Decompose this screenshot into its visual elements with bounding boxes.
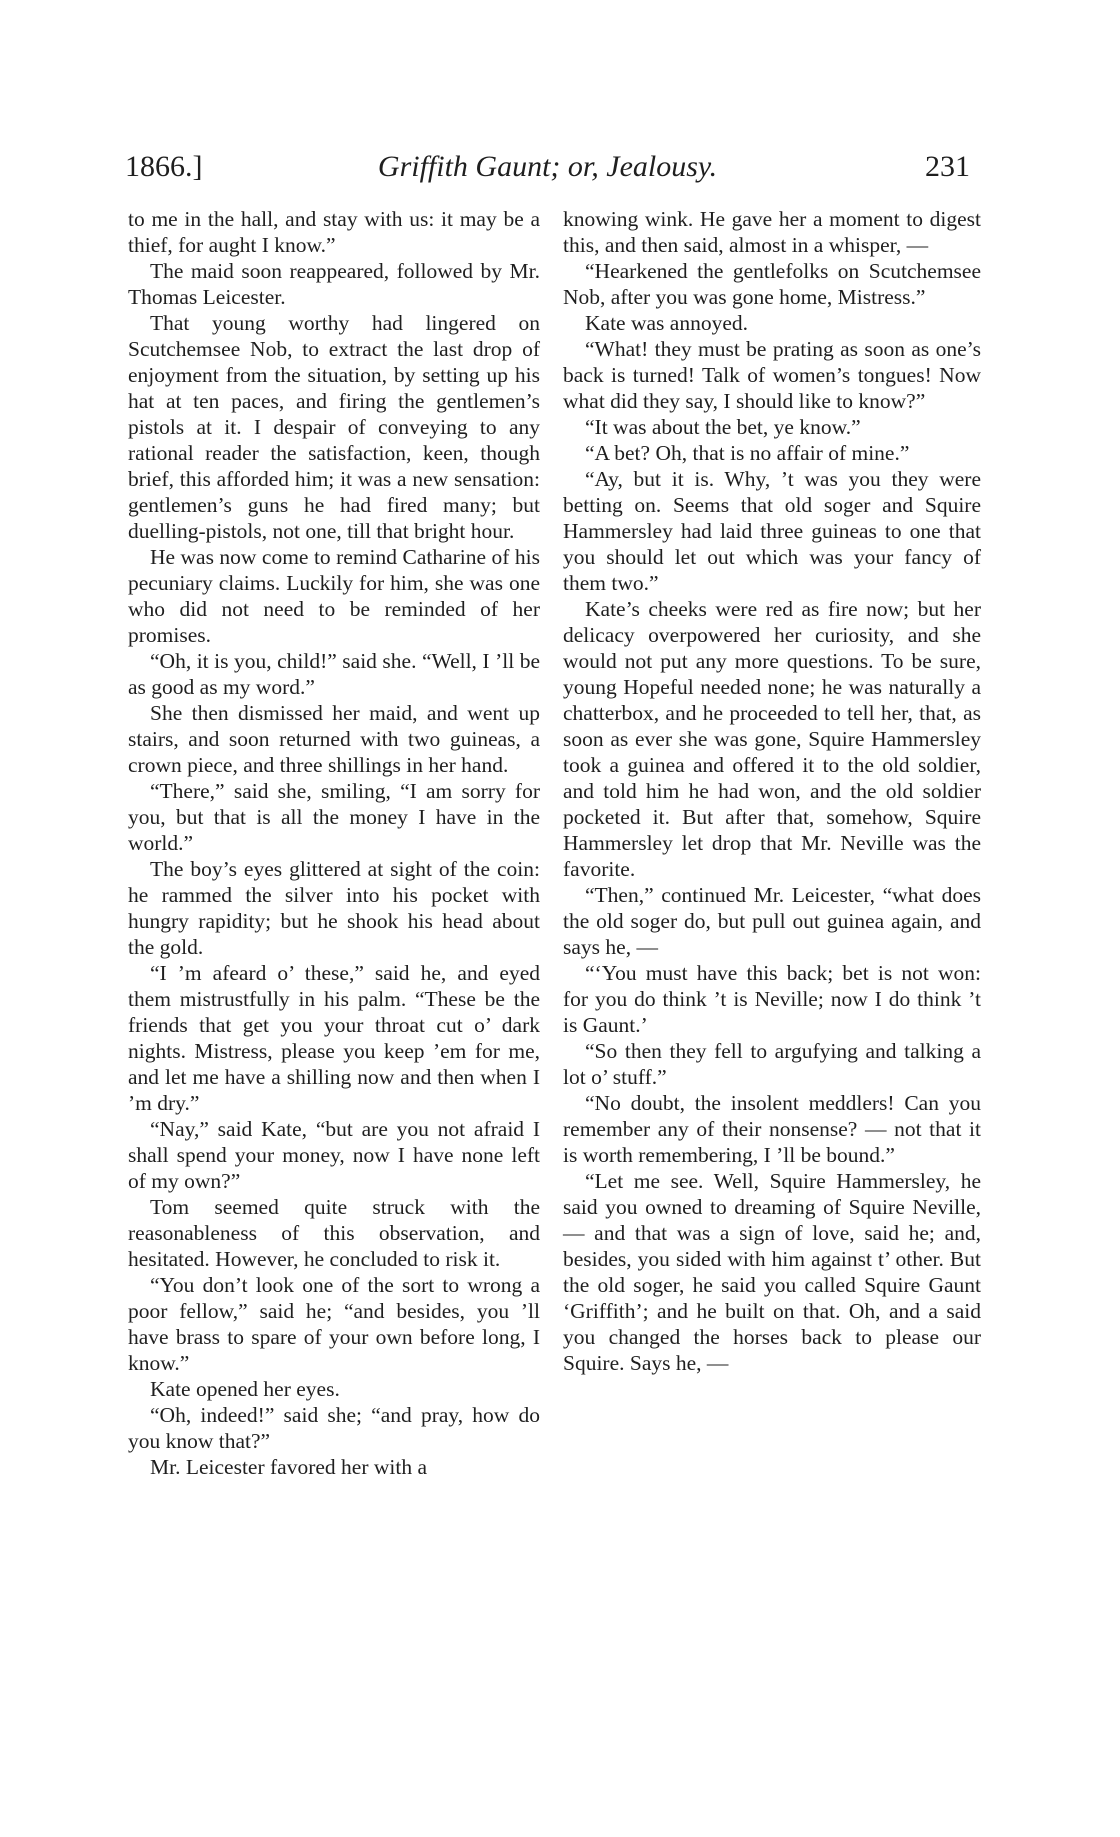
paragraph: “Oh, it is you, child!” said she. “Well, I ’ll be as good as my word.”	[128, 649, 540, 699]
paragraph: “Nay,” said Kate, “but are you not afraid I shall spend your money, now I have none left of my own?”	[128, 1117, 540, 1193]
right-column	[563, 206, 981, 1376]
paragraph: “Oh, indeed!” said she; “and pray, how do you know that?”	[128, 1403, 540, 1453]
paragraph: That young worthy had lingered on Scutchemsee Nob, to extract the last drop of enjoyment from the situation, by setting up his hat at ten paces, and firing the gentlemen’s pistols at it. I despair of conveying to any rational reader the satisfaction, keen, though brief, this afforded him; it was a new sensation: gentlemen’s guns he had fired many; but duelling-pistols, not one, till that bright hour.	[128, 311, 540, 543]
paragraph: “You don’t look one of the sort to wrong a poor fellow,” said he; “and besides, you ’ll have brass to spare of your own before long, I know.”	[128, 1273, 540, 1375]
left-column	[128, 206, 540, 1480]
paragraph: Kate opened her eyes.	[150, 1377, 340, 1401]
paragraph: “A bet? Oh, that is no affair of mine.”	[585, 441, 910, 465]
running-header	[125, 150, 970, 190]
paragraph: Mr. Leicester favored her with a	[150, 1455, 427, 1479]
header-title: Griffith Gaunt; or, Jealousy.	[377, 150, 718, 183]
page-number: 231	[925, 150, 970, 183]
paragraph: The maid soon reappeared, followed by Mr. Thomas Leicester.	[128, 259, 540, 309]
paragraph: knowing wink. He gave her a moment to digest this, and then said, almost in a whisper, —	[563, 207, 981, 257]
paragraph: Tom seemed quite struck with the reasonableness of this observation, and hesitated. However, he concluded to risk it.	[128, 1195, 540, 1271]
paragraph: “‘You must have this back; bet is not won: for you do think ’t is Neville; now I do think ’t is Gaunt.’	[563, 961, 981, 1037]
paragraph: “Hearkened the gentlefolks on Scutchemsee Nob, after you was gone home, Mistress.”	[563, 259, 981, 309]
paragraph: The boy’s eyes glittered at sight of the coin: he rammed the silver into his pocket with hungry rapidity; but he shook his head about the gold.	[128, 857, 540, 959]
paragraph: “What! they must be prating as soon as one’s back is turned! Talk of women’s tongues! Now what did they say, I should like to know?”	[563, 337, 981, 413]
paragraph: “I ’m afeard o’ these,” said he, and eyed them mistrustfully in his palm. “These be the friends that get you your throat cut o’ dark nights. Mistress, please you keep ’em for me, and let me have a shilling now and then when I ’m dry.”	[128, 961, 540, 1115]
paragraph: “Ay, but it is. Why, ’t was you they were betting on. Seems that old soger and Squire Hammersley had laid three guineas to one that you should let out which was your fancy of them two.”	[563, 467, 981, 595]
paragraph: Kate was annoyed.	[585, 311, 748, 335]
paragraph: “So then they fell to argufying and talking a lot o’ stuff.”	[563, 1039, 981, 1089]
paragraph: “There,” said she, smiling, “I am sorry for you, but that is all the money I have in the world.”	[128, 779, 540, 855]
paragraph: “No doubt, the insolent meddlers! Can you remember any of their nonsense? — not that it is worth remembering, I ’ll be bound.”	[563, 1091, 981, 1167]
header-date: 1866.]	[125, 150, 203, 183]
paragraph: “It was about the bet, ye know.”	[585, 415, 861, 439]
paragraph: She then dismissed her maid, and went up stairs, and soon returned with two guineas, a crown piece, and three shillings in her hand.	[128, 701, 540, 777]
paragraph: Kate’s cheeks were red as fire now; but her delicacy overpowered her curiosity, and she would not put any more questions. To be sure, young Hopeful needed none; he was naturally a chatterbox, and he proceeded to tell her, that, as soon as ever she was gone, Squire Hammersley took a guinea and offered it to the old soldier, and told him he had won, and the old soldier pocketed it. But after that, somehow, Squire Hammersley let drop that Mr. Neville was the favorite.	[563, 597, 981, 881]
paragraph: “Let me see. Well, Squire Hammersley, he said you owned to dreaming of Squire Neville, — and that was a sign of love, said he; and, besides, you sided with him against t’ other. But the old soger, he said you called Squire Gaunt ‘Griffith’; and he built on that. Oh, and a said you changed the horses back to please our Squire. Says he, —	[563, 1169, 981, 1375]
paragraph: He was now come to remind Catharine of his pecuniary claims. Luckily for him, she was one who did not need to be reminded of her promises.	[128, 545, 540, 647]
paragraph: “Then,” continued Mr. Leicester, “what does the old soger do, but pull out guinea again, and says he, —	[563, 883, 981, 959]
paragraph: to me in the hall, and stay with us: it may be a thief, for aught I know.”	[128, 207, 540, 257]
